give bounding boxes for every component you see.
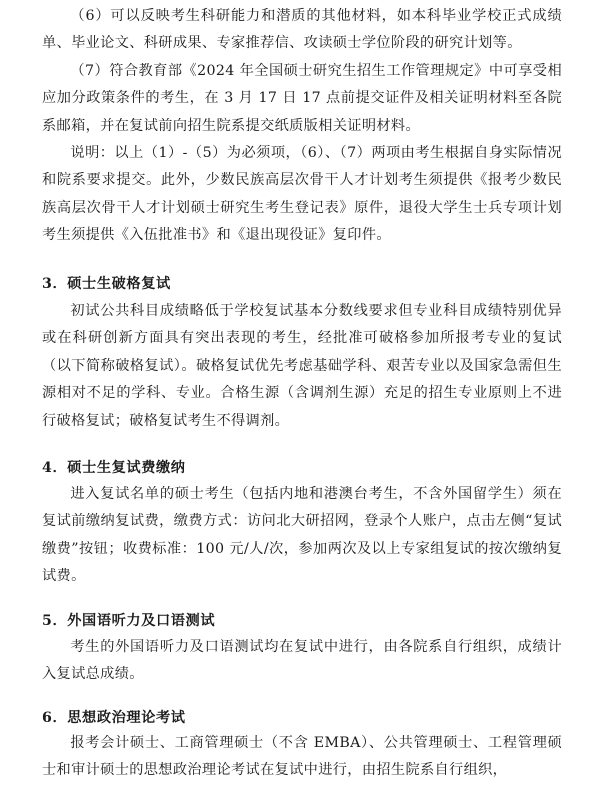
paragraph-item-6: （6）可以反映考生科研能力和潜质的其他材料，如本科毕业学校正式成绩单、毕业论文、科研成果、专家推荐信、攻读硕士学位阶段的研究计划等。 [42, 8, 562, 52]
section-heading-4: 4．硕士生复试费缴纳 [42, 460, 186, 476]
section-heading-5: 5．外国语听力及口语测试 [42, 613, 216, 629]
paragraph-note: 说明：以上（1）-（5）为必须项，（6）、（7）两项由考生根据自身实际情况和院系要求提交。此外，少数民族高层次骨干人才计划考生须提供《报考少数民族高层次骨干人才计划硕士研究生考生登记表》原件，退役大学生士兵专项计划考生须提供《入伍批准书》和《退出现役证》复印件。 [42, 145, 562, 244]
section-body-3: 初试公共科目成绩略低于学校复试基本分数线要求但专业科目成绩特别优异或在科研创新方面具有突出表现的考生，经批准可破格参加所报考专业的复试（以下简称破格复试）。破格复试优先考虑基础学科、艰苦专业以及国家急需但生源相对不足的学科、专业。合格生源（含调剂生源）充足的招生专业原则上不进行破格复试；破格复试考生不得调剂。 [42, 303, 562, 429]
section-heading-6: 6．思想政治理论考试 [42, 710, 186, 726]
section-body-4: 进入复试名单的硕士考生（包括内地和港澳台考生，不含外国留学生）须在复试前缴纳复试费，缴费方式：访问北大研招网，登录个人账户，点击左侧“复试缴费”按钮；收费标准：100 元/人/次，参加两次及以上专家组复试的按次缴纳复试费。 [42, 486, 562, 585]
section-heading-3: 3．硕士生破格复试 [42, 276, 171, 292]
section-body-5: 考生的外国语听力及口语测试均在复试中进行，由各院系自行组织，成绩计入复试总成绩。 [42, 639, 562, 683]
paragraph-item-7: （7）符合教育部《2024 年全国硕士研究生招生工作管理规定》中可享受相应加分政策条件的考生，在 3 月 17 日 17 点前提交证件及相关证明材料至各院系邮箱，并在复试前向招生院系提交纸质版相关证明材料。 [42, 63, 562, 134]
section-body-6: 报考会计硕士、工商管理硕士（不含 EMBA）、公共管理硕士、工程管理硕士和审计硕士的思想政治理论考试在复试中进行，由招生院系自行组织， [42, 735, 562, 779]
